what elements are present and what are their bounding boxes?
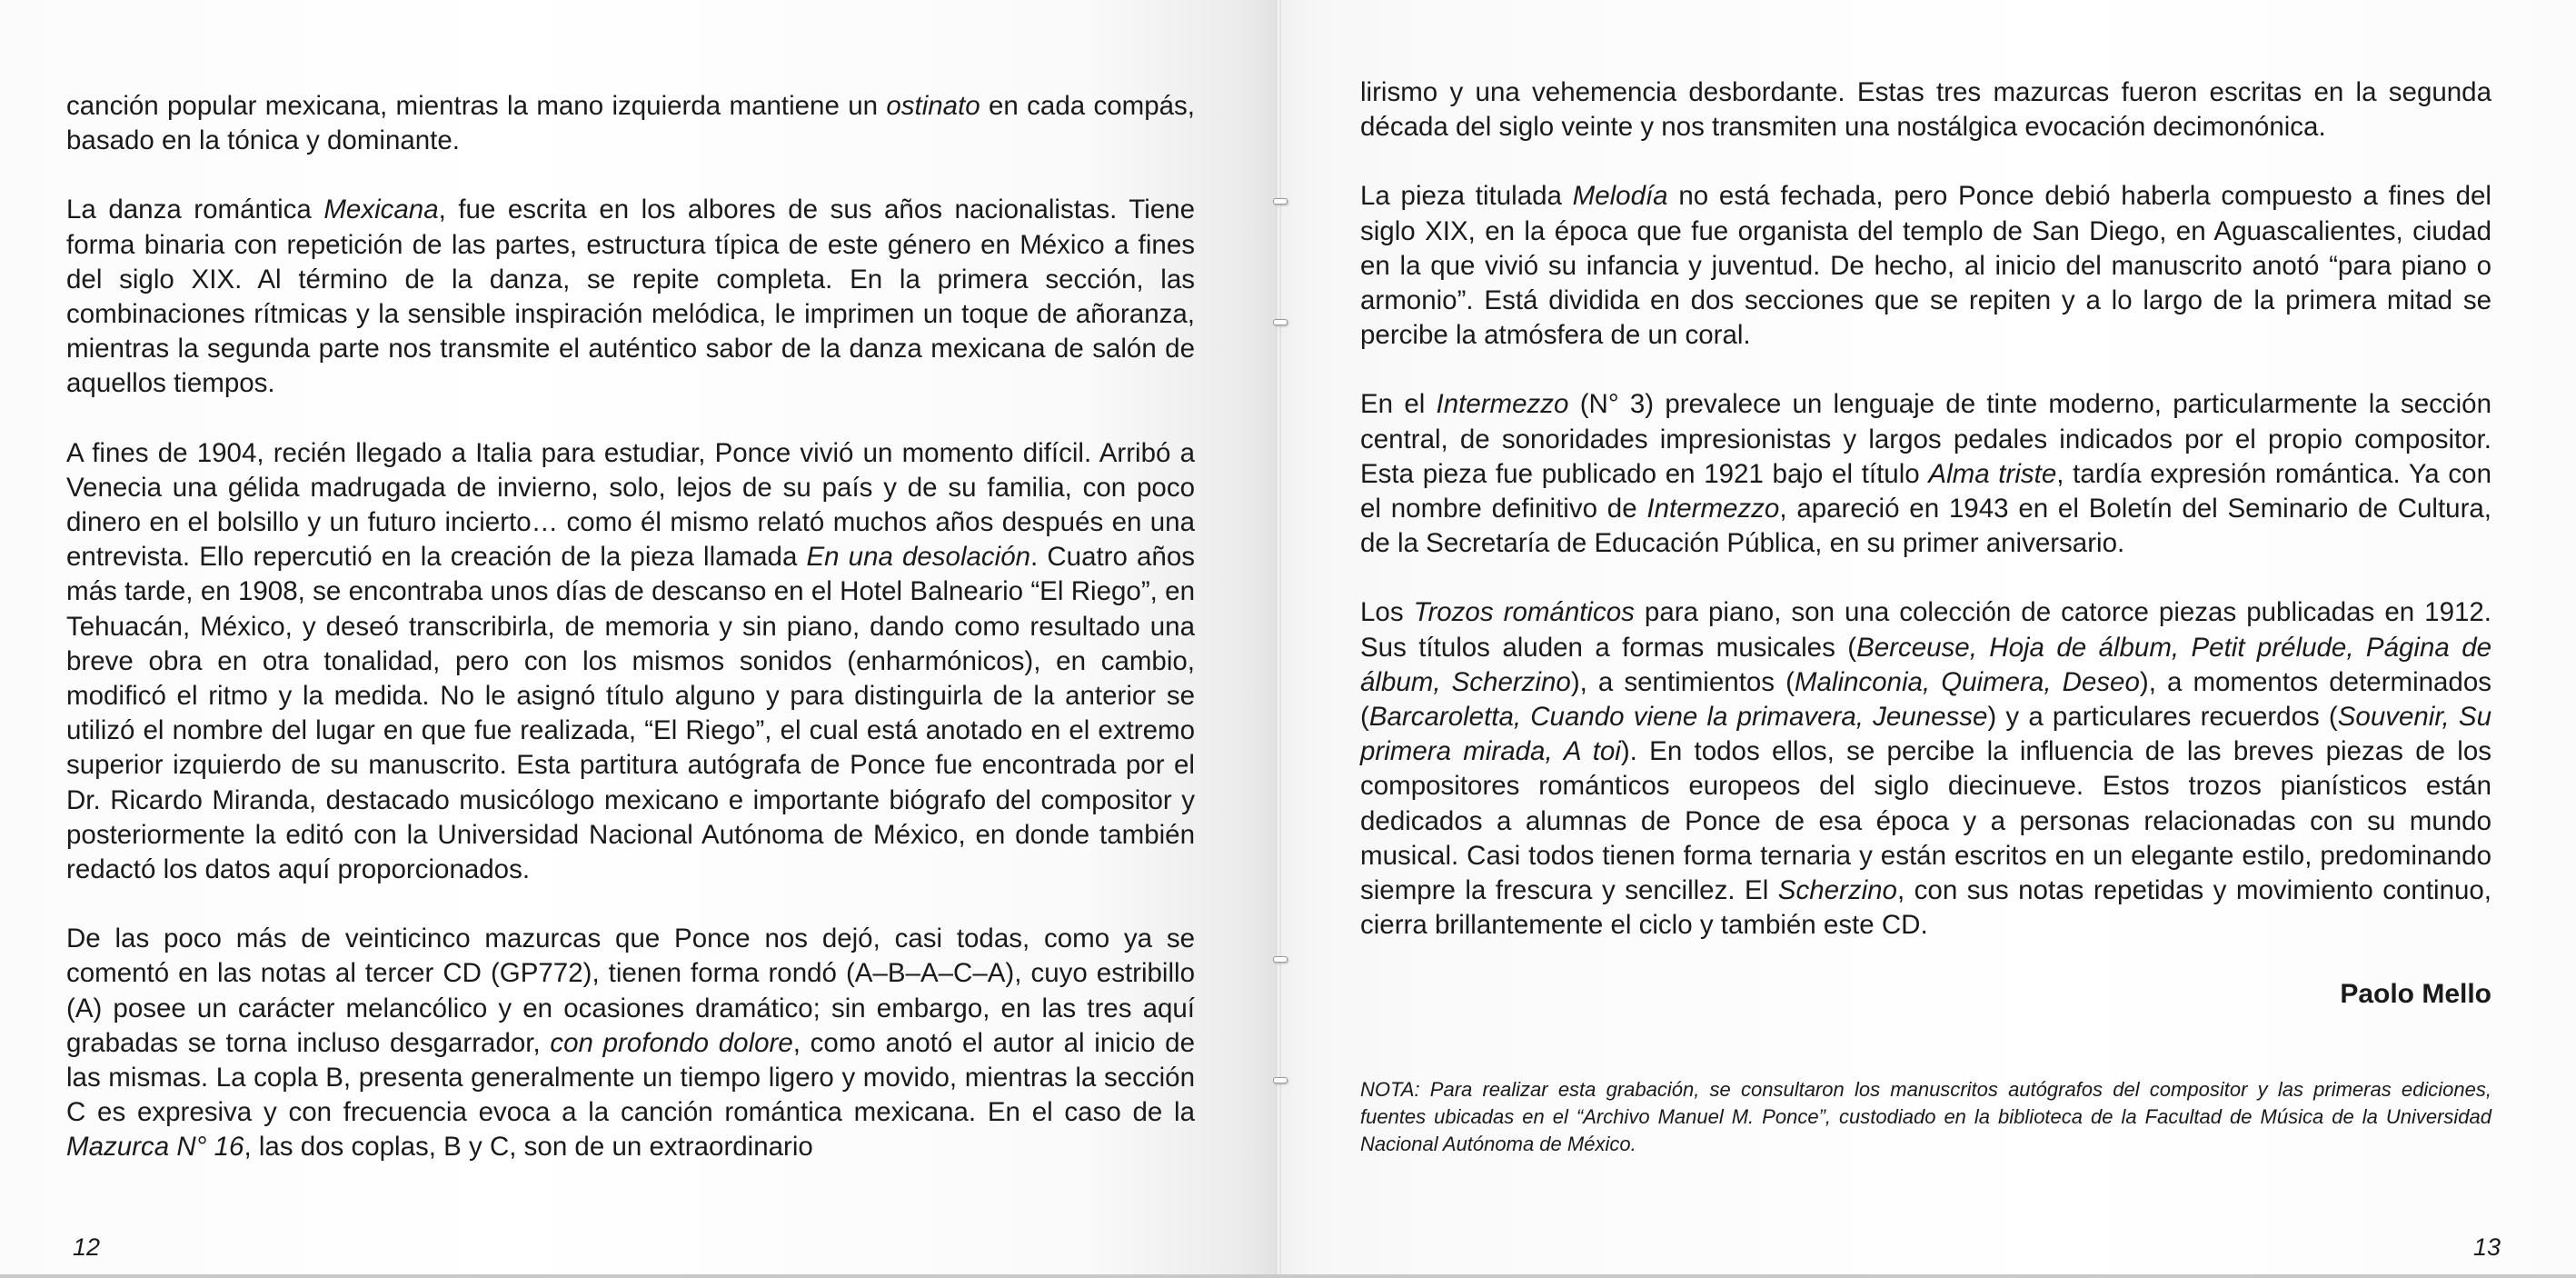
italic-text-segment: ostinato — [886, 91, 980, 121]
italic-text-segment: Berceuse, Hoja de álbum, Petit prélude, Página de álbum, Scherzino — [1360, 632, 2492, 697]
right-page — [1277, 0, 2576, 1278]
staple-icon — [1273, 1077, 1288, 1083]
italic-text-segment: Intermezzo — [1646, 494, 1780, 524]
italic-text-segment: Mazurca N° 16 — [66, 1132, 244, 1163]
text-segment: De las poco más de veinticinco mazurcas que Ponce nos dejó, casi todas, como ya se comentó en las notas al tercer CD (GP772), tienen forma rondó (A–B–A–C–A), cuyo estribillo (A) posee un carácter melancólico y en ocasiones dramático; sin embargo, en las tres aquí grabadas se torna incluso desgarrador, — [66, 924, 1195, 1058]
text-segment: canción popular mexicana, mientras la mano izquierda mantiene un — [66, 91, 887, 121]
italic-text-segment: Souvenir, Su primera mirada, A toi — [1360, 702, 2492, 767]
footnote: NOTA: Para realizar esta grabación, se consultaron los manuscritos autógrafos del compositor y las primeras ediciones, fuentes ubicadas en el “Archivo Manuel M. Ponce”, custodiado en la biblioteca de la Facultad de Música de la Universidad Nacional Autónoma de México. — [1360, 1077, 2491, 1155]
text-segment: ), a momentos determinados ( — [1360, 666, 2491, 733]
text-segment: , tardía expresión romántica. Ya con el nombre definitivo de — [1360, 458, 2491, 524]
right-page-text-column — [1360, 0, 2491, 1158]
italic-text-segment: Melodía — [1572, 181, 1668, 212]
paragraph — [1360, 387, 2491, 561]
paragraph — [1360, 75, 2491, 145]
paragraph — [1360, 179, 2491, 353]
paragraph — [66, 436, 1195, 888]
staple-icon — [1273, 319, 1288, 325]
italic-text-segment: Mexicana — [323, 195, 439, 225]
text-segment: , fue escrita en los albores de sus años nacionalistas. Tiene forma binaria con repetición de las partes, estructura típica de este género en México a fines del siglo XIX. Al término de la danza, se repite completa. En la primera sección, las combinaciones rítmicas y la sensible inspiración melódica, le imprimen un toque de añoranza, mientras la segunda parte nos transmite el auténtico sabor de la danza mexicana de salón de aquellos tiempos. — [66, 195, 1195, 399]
paragraph — [66, 922, 1195, 1164]
text-segment: , con sus notas repetidas y movimiento continuo, cierra brillantemente el ciclo y también este CD. — [1360, 875, 2491, 941]
page-number-right: 13 — [2472, 1233, 2501, 1261]
text-segment: En el — [1360, 389, 1437, 420]
italic-text-segment: Trozos románticos — [1413, 597, 1635, 628]
text-segment: La danza romántica — [66, 195, 324, 225]
staple-icon — [1273, 198, 1288, 205]
text-segment: A fines de 1904, recién llegado a Italia para estudiar, Ponce vivió un momento difícil. Arribó a Venecia una gélida madrugada de invierno, solo, lejos de su país y de su familia, con poco dinero en el bolsillo y un futuro incierto… como él mismo relató muchos años después en una entrevista. Ello repercutió en la creación de la pieza llamada — [66, 437, 1195, 573]
text-segment: ), a sentimientos ( — [1570, 666, 1795, 697]
italic-text-segment: Barcaroletta, Cuando viene la primavera, Jeunesse — [1368, 702, 1988, 733]
author-signature: Paolo Mello — [2340, 979, 2491, 1010]
text-segment: en cada compás, basado en la tónica y dominante. — [66, 91, 1195, 156]
paragraph — [1360, 595, 2491, 943]
left-page-text-column — [66, 0, 1195, 1200]
text-segment: . Cuatro años más tarde, en 1908, se encontraba unos días de descanso en el Hotel Balneario “El Riego”, en Tehuacán, México, y deseó transcribirla, de memoria y sin piano, dando como resultado una breve obra en otra tonalidad, pero con los mismos sonidos (enharmónicos), en cambio, modificó el ritmo y la medida. No le asignó título alguno y para distinguirla de la anterior se utilizó el nombre del lugar en que fue realizada, “El Riego”, el cual está anotado en el extremo superior izquierdo de su manuscrito. Esta partitura autógrafa de Ponce fue encontrada por el Dr. Ricardo Miranda, destacado musicólogo mexicano e importante biógrafo del compositor y posteriormente la editó con la Universidad Nacional Autónoma de México, en donde también redactó los datos aquí proporcionados. — [66, 542, 1195, 885]
paragraph — [66, 89, 1195, 158]
text-segment: , como anotó el autor al inicio de las mismas. La copla B, presenta generalmente un tiempo ligero y movido, mientras la sección C es expresiva y con frecuencia evoca a la canción romántica mexicana. En el caso de la — [66, 1027, 1195, 1128]
left-page — [0, 0, 1277, 1278]
text-segment: no está fechada, pero Ponce debió haberla compuesto a fines del siglo XIX, en la época que fue organista del templo de San Diego, en Aguascalientes, ciudad en la que vivió su infancia y juventud. De hecho, al inicio del manuscrito anotó “para piano o armonio”. Está dividida en dos secciones que se repiten y a lo largo de la primera mitad se percibe la atmósfera de un coral. — [1360, 181, 2491, 351]
text-segment: Los — [1360, 597, 1414, 628]
italic-text-segment: En una desolación — [806, 542, 1031, 573]
text-segment: , apareció en 1943 en el Boletín del Seminario de Cultura, de la Secretaría de Educación Pública, en su primer aniversario. — [1360, 494, 2491, 559]
text-segment: lirismo y una vehemencia desbordante. Estas tres mazurcas fueron escritas en la segunda década del siglo veinte y nos transmiten una nostálgica evocación decimonónica. — [1360, 77, 2491, 143]
paragraph — [66, 193, 1195, 401]
italic-text-segment: Intermezzo — [1436, 389, 1569, 420]
italic-text-segment: Malinconia, Quimera, Deseo — [1794, 666, 2140, 697]
text-segment: (N° 3) prevalece un lenguaje de tinte moderno, particularmente la sección central, de sonoridades impresionistas y largos pedales indicados por el propio compositor. Esta pieza fue publicado en 1921 bajo el título — [1360, 389, 2491, 489]
text-segment: La pieza titulada — [1360, 181, 1573, 212]
text-segment: , las dos coplas, B y C, son de un extraordinario — [244, 1132, 813, 1163]
text-segment: para piano, son una colección de catorce piezas publicadas en 1912. Sus títulos aluden a formas musicales ( — [1360, 597, 2491, 663]
page-bottom-edge — [0, 1274, 2576, 1278]
text-segment: ) y a particulares recuerdos ( — [1987, 702, 2338, 733]
italic-text-segment: Scherzino — [1777, 875, 1897, 906]
page-number-left: 12 — [73, 1233, 101, 1261]
text-segment: ). En todos ellos, se percibe la influencia de las breves piezas de los compositores románticos europeos del siglo diecinueve. Estos trozos pianísticos están dedicados a alumnas de Ponce de esa época y a personas relacionadas con su mundo musical. Casi todos tienen forma ternaria y están escritos en un elegante estilo, predominando siempre la frescura y sencillez. El — [1360, 736, 2492, 906]
italic-text-segment: Alma triste — [1928, 458, 2057, 489]
booklet-spine — [1276, 0, 1281, 1278]
italic-text-segment: con profondo dolore — [550, 1027, 793, 1058]
staple-icon — [1273, 956, 1288, 963]
